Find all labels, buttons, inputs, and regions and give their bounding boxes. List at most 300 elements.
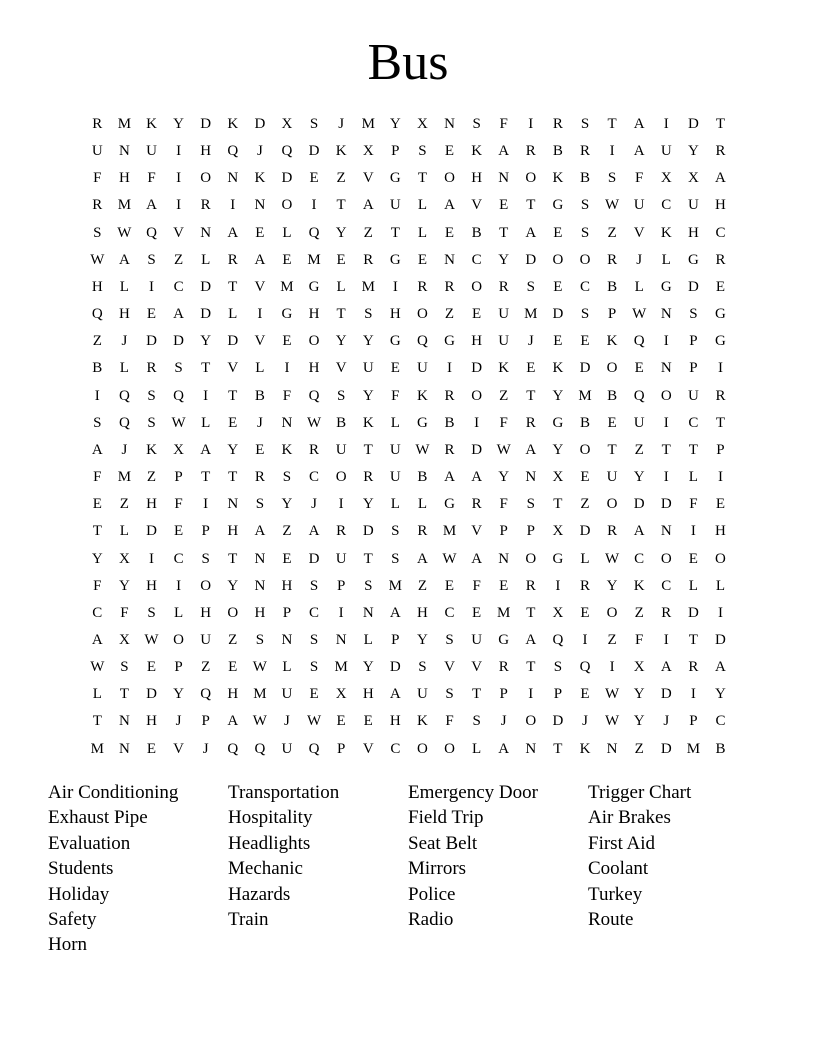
grid-letter: F (499, 116, 509, 132)
grid-letter: W (604, 197, 620, 214)
grid-letter: H (118, 306, 131, 323)
grid-letter: I (663, 333, 670, 350)
grid-letter: S (120, 659, 130, 676)
grid-letter: D (200, 278, 212, 295)
grid-letter: P (336, 740, 346, 757)
grid-letter: Y (200, 333, 212, 350)
grid-letter: I (392, 278, 399, 295)
grid-letter: M (497, 604, 511, 621)
grid-letter: L (390, 414, 401, 431)
grid-letter: F (445, 713, 455, 730)
grid-letter: Q (118, 387, 131, 404)
grid-letter: D (579, 360, 591, 377)
grid-letter: F (174, 496, 184, 513)
grid-letter: Y (633, 686, 646, 703)
grid-letter: L (282, 659, 293, 676)
grid-letter: O (281, 197, 293, 214)
grid-letter: C (634, 550, 645, 567)
grid-letter: F (93, 469, 102, 486)
grid-letter: I (690, 523, 697, 540)
grid-letter: R (444, 278, 456, 295)
grid-letter: T (119, 686, 130, 703)
grid-letter: M (388, 577, 403, 594)
grid-letter: O (606, 604, 618, 621)
grid-letter: T (688, 631, 699, 648)
grid-letter: V (335, 360, 348, 377)
grid-letter: H (308, 360, 320, 377)
grid-letter: M (90, 740, 105, 757)
grid-letter: H (146, 713, 158, 730)
grid-letter: Y (335, 333, 348, 350)
grid-letter: O (417, 740, 429, 757)
grid-letter: E (228, 414, 238, 431)
grid-letter: X (118, 631, 131, 648)
grid-letter: P (282, 604, 292, 621)
grid-letter: O (200, 170, 212, 187)
grid-letter: U (389, 469, 402, 486)
grid-letter: K (552, 170, 564, 187)
grid-letter: H (471, 170, 483, 187)
grid-letter: T (472, 686, 482, 703)
grid-letter: N (444, 116, 456, 132)
grid-letter: P (499, 523, 509, 540)
grid-letter: T (228, 387, 238, 404)
grid-letter: T (715, 414, 726, 431)
grid-letter: A (525, 441, 537, 458)
grid-letter: E (499, 197, 509, 214)
grid-letter: G (498, 631, 510, 648)
grid-letter: V (471, 523, 483, 540)
grid-letter: M (361, 278, 376, 295)
grid-letter: I (338, 496, 345, 513)
grid-letter: N (660, 523, 673, 540)
grid-letter: K (335, 143, 348, 160)
grid-letter: Y (173, 686, 185, 703)
grid-letter: N (281, 631, 293, 648)
word-list-item: Air Conditioning (48, 782, 179, 803)
grid-letter: N (606, 740, 618, 757)
grid-letter: F (689, 496, 699, 513)
grid-letter: Q (200, 686, 212, 703)
grid-letter: D (200, 116, 212, 132)
word-list-item: Air Brakes (588, 807, 671, 829)
grid-letter: H (362, 686, 375, 703)
grid-letter: F (391, 387, 400, 404)
grid-letter: S (472, 713, 482, 730)
grid-letter: H (91, 278, 104, 295)
grid-letter: L (201, 414, 211, 431)
grid-letter: W (604, 713, 620, 730)
grid-letter: X (660, 170, 673, 187)
word-list-item: Horn (48, 934, 88, 956)
grid-letter: X (281, 116, 293, 132)
grid-letter: Q (308, 224, 320, 241)
grid-letter: K (146, 116, 158, 132)
grid-letter: E (580, 333, 591, 350)
grid-letter: L (688, 577, 699, 594)
grid-letter: Z (228, 631, 238, 648)
grid-letter: D (660, 740, 673, 757)
grid-letter: A (173, 306, 185, 323)
grid-letter: S (526, 278, 536, 295)
grid-letter: L (472, 740, 482, 757)
grid-letter: D (633, 496, 646, 513)
grid-letter: Z (173, 251, 184, 268)
grid-letter: H (715, 197, 727, 214)
grid-letter: O (579, 251, 591, 268)
grid-letter: K (660, 224, 673, 241)
grid-letter: D (254, 116, 266, 132)
grid-letter: S (364, 577, 373, 594)
grid-letter: N (362, 604, 375, 621)
grid-letter: P (336, 577, 346, 594)
grid-letter: I (528, 686, 534, 703)
grid-letter: K (281, 441, 293, 458)
grid-letter: H (254, 604, 266, 621)
grid-letter: A (227, 224, 239, 241)
grid-letter: Y (362, 333, 375, 350)
grid-letter: Z (363, 224, 374, 241)
grid-letter: O (552, 251, 564, 268)
grid-letter: D (173, 333, 185, 350)
grid-letter: C (661, 577, 672, 594)
grid-letter: N (498, 550, 510, 567)
grid-letter: K (254, 170, 266, 187)
grid-letter: X (552, 523, 564, 540)
grid-letter: K (146, 441, 158, 458)
grid-letter: Y (417, 631, 429, 648)
grid-letter: D (579, 523, 591, 540)
word-list-item: Radio (408, 908, 454, 930)
grid-letter: Z (634, 604, 645, 621)
grid-letter: Z (607, 224, 618, 241)
grid-letter: I (94, 387, 101, 404)
grid-letter: E (92, 496, 103, 513)
grid-letter: I (148, 278, 155, 295)
grid-letter: O (200, 577, 212, 594)
grid-letter: E (444, 577, 455, 594)
grid-letter: D (227, 333, 239, 350)
grid-letter: L (417, 197, 428, 214)
grid-letter: R (200, 197, 212, 214)
grid-letter: R (92, 116, 103, 132)
grid-letter: T (553, 496, 563, 513)
grid-letter: U (91, 143, 104, 160)
grid-letter: N (227, 170, 239, 187)
grid-letter: H (227, 523, 239, 540)
grid-letter: A (660, 659, 673, 676)
grid-letter: Z (146, 469, 157, 486)
grid-letter: E (255, 224, 265, 241)
grid-letter: L (173, 604, 184, 621)
grid-letter: G (308, 278, 320, 295)
grid-letter: D (146, 333, 158, 350)
grid-letter: E (553, 333, 563, 350)
grid-letter: U (335, 550, 348, 567)
grid-letter: A (633, 143, 646, 160)
grid-letter: A (633, 116, 646, 132)
grid-letter: R (227, 251, 239, 268)
grid-letter: C (173, 278, 185, 295)
grid-letter: T (336, 306, 347, 323)
grid-letter: O (579, 441, 591, 458)
grid-letter: N (660, 306, 673, 323)
grid-letter: R (498, 659, 510, 676)
grid-letter: V (254, 333, 266, 350)
grid-letter: E (336, 251, 347, 268)
word-list-item: Holiday (48, 883, 110, 905)
grid-letter: P (499, 686, 509, 703)
grid-letter: Y (173, 116, 185, 132)
grid-letter: R (688, 659, 699, 676)
grid-letter: X (687, 170, 700, 187)
grid-letter: Z (119, 496, 130, 513)
grid-letter: P (553, 686, 563, 703)
grid-letter: Y (687, 143, 700, 160)
grid-letter: G (715, 333, 727, 350)
grid-letter: N (200, 224, 212, 241)
grid-letter: K (498, 360, 510, 377)
grid-letter: N (660, 360, 673, 377)
grid-letter: B (417, 469, 428, 486)
grid-letter: O (173, 631, 185, 648)
grid-letter: U (687, 387, 700, 404)
grid-letter: V (471, 197, 483, 214)
grid-letter: C (471, 251, 483, 268)
grid-letter: B (715, 740, 726, 757)
grid-letter: Y (633, 713, 646, 730)
grid-letter: I (447, 360, 453, 377)
grid-letter: X (552, 604, 564, 621)
grid-letter: C (390, 740, 401, 757)
grid-letter: Y (552, 387, 564, 404)
grid-letter: S (93, 224, 102, 241)
grid-letter: P (391, 143, 400, 160)
grid-letter: V (362, 170, 375, 187)
grid-letter: J (500, 713, 508, 730)
grid-letter: P (174, 469, 184, 486)
grid-letter: G (715, 306, 727, 323)
grid-letter: I (284, 360, 290, 377)
grid-letter: S (689, 306, 699, 323)
grid-letter: M (117, 116, 132, 132)
grid-letter: A (389, 686, 402, 703)
grid-letter: S (472, 116, 482, 132)
grid-letter: Q (633, 333, 646, 350)
grid-letter: M (524, 306, 538, 323)
grid-letter: P (391, 631, 400, 648)
grid-letter: H (389, 713, 402, 730)
grid-letter: O (335, 469, 348, 486)
grid-letter: A (498, 143, 510, 160)
grid-letter: X (552, 469, 564, 486)
grid-letter: S (445, 631, 455, 648)
grid-letter: R (417, 523, 428, 540)
grid-letter: U (389, 441, 402, 458)
grid-letter: R (471, 496, 483, 513)
grid-letter: D (552, 713, 564, 730)
grid-letter: I (148, 550, 155, 567)
grid-letter: H (227, 686, 239, 703)
grid-letter: R (417, 278, 428, 295)
grid-letter: K (471, 143, 483, 160)
grid-letter: N (525, 740, 537, 757)
grid-letter: B (607, 387, 618, 404)
grid-letter: X (118, 550, 131, 567)
grid-letter: R (309, 441, 320, 458)
grid-letter: B (607, 278, 618, 295)
grid-letter: O (606, 360, 618, 377)
grid-letter: S (391, 550, 400, 567)
grid-letter: Q (118, 414, 131, 431)
word-list-item: Headlights (228, 832, 311, 854)
grid-letter: K (227, 116, 239, 132)
grid-letter: S (147, 414, 157, 431)
grid-letter: R (336, 523, 347, 540)
grid-letter: W (90, 659, 105, 676)
grid-letter: O (471, 278, 483, 295)
grid-letter: P (689, 713, 699, 730)
grid-letter: U (498, 333, 510, 350)
grid-letter: C (173, 550, 185, 567)
grid-letter: I (609, 143, 616, 160)
grid-letter: W (252, 659, 268, 676)
grid-letter: V (633, 224, 646, 241)
grid-letter: G (660, 278, 673, 295)
grid-letter: F (147, 170, 157, 187)
grid-letter: B (552, 143, 564, 160)
grid-letter: M (117, 197, 132, 214)
grid-letter: A (91, 441, 104, 458)
grid-letter: E (282, 251, 293, 268)
grid-letter: O (660, 550, 673, 567)
grid-letter: G (552, 414, 564, 431)
grid-letter: J (121, 333, 128, 350)
grid-letter: Q (633, 387, 646, 404)
grid-letter: H (308, 306, 320, 323)
grid-letter: U (335, 441, 348, 458)
grid-letter: A (715, 659, 727, 676)
grid-letter: K (417, 713, 429, 730)
grid-letter: M (686, 740, 701, 757)
grid-letter: H (687, 224, 700, 241)
grid-letter: T (336, 197, 347, 214)
grid-letter: O (715, 550, 727, 567)
grid-letter: D (362, 523, 375, 540)
grid-letter: W (604, 550, 620, 567)
grid-letter: S (445, 686, 455, 703)
grid-letter: S (607, 170, 617, 187)
word-list-item: Students (48, 858, 114, 880)
grid-letter: A (200, 441, 212, 458)
grid-letter: F (635, 170, 644, 187)
grid-letter: L (661, 251, 672, 268)
grid-letter: R (715, 251, 726, 268)
grid-letter: D (308, 550, 320, 567)
grid-letter: V (471, 659, 483, 676)
word-list-item: Train (228, 908, 269, 930)
grid-letter: G (552, 197, 564, 214)
grid-letter: I (176, 577, 182, 594)
grid-letter: W (604, 686, 620, 703)
grid-letter: Y (362, 496, 375, 513)
grid-letter: E (553, 278, 563, 295)
grid-letter: S (147, 604, 157, 621)
grid-letter: Y (498, 251, 510, 268)
grid-letter: O (308, 333, 320, 350)
grid-letter: G (444, 496, 456, 513)
word-list-item: Safety (48, 908, 97, 930)
grid-letter: I (230, 197, 236, 214)
grid-letter: U (146, 143, 158, 160)
grid-letter: S (309, 659, 319, 676)
grid-letter: I (663, 116, 670, 132)
grid-letter: A (118, 251, 131, 268)
grid-letter: I (176, 143, 182, 160)
grid-letter: J (256, 143, 264, 160)
grid-letter: U (417, 360, 429, 377)
grid-letter: A (498, 740, 510, 757)
grid-letter: S (580, 224, 590, 241)
grid-letter: W (144, 631, 160, 648)
grid-letter: E (146, 740, 157, 757)
grid-letter: S (580, 116, 590, 132)
grid-letter: Z (336, 170, 347, 187)
grid-letter: W (117, 224, 132, 241)
grid-letter: E (715, 496, 726, 513)
grid-letter: S (391, 523, 400, 540)
grid-letter: V (227, 360, 239, 377)
grid-letter: H (417, 604, 429, 621)
grid-letter: E (282, 550, 293, 567)
grid-letter: D (687, 116, 700, 132)
grid-letter: Z (634, 740, 645, 757)
grid-letter: A (308, 523, 320, 540)
grid-letter: G (417, 414, 429, 431)
grid-letter: Z (282, 523, 293, 540)
grid-letter: E (309, 170, 320, 187)
word-list-item: Hospitality (228, 807, 313, 829)
grid-letter: K (552, 360, 564, 377)
grid-letter: D (660, 496, 673, 513)
grid-letter: Y (281, 496, 293, 513)
grid-letter: Y (118, 577, 131, 594)
grid-letter: A (146, 197, 158, 214)
grid-letter: S (309, 577, 319, 594)
grid-letter: U (389, 197, 402, 214)
grid-letter: R (254, 469, 266, 486)
grid-letter: A (254, 523, 266, 540)
grid-letter: T (526, 387, 536, 404)
grid-letter: Z (201, 659, 211, 676)
grid-letter: I (690, 686, 697, 703)
grid-letter: D (146, 686, 158, 703)
grid-letter: W (496, 441, 512, 458)
grid-letter: R (579, 143, 591, 160)
word-list-item: Seat Belt (408, 832, 478, 854)
grid-letter: C (309, 604, 320, 621)
grid-letter: R (715, 387, 726, 404)
grid-letter: N (118, 143, 131, 160)
grid-letter: P (689, 360, 699, 377)
grid-letter: E (472, 306, 482, 323)
grid-letter: A (633, 523, 646, 540)
grid-letter: F (635, 631, 644, 648)
grid-letter: P (689, 333, 699, 350)
grid-letter: U (660, 143, 673, 160)
grid-letter: I (663, 469, 670, 486)
grid-letter: E (607, 414, 618, 431)
